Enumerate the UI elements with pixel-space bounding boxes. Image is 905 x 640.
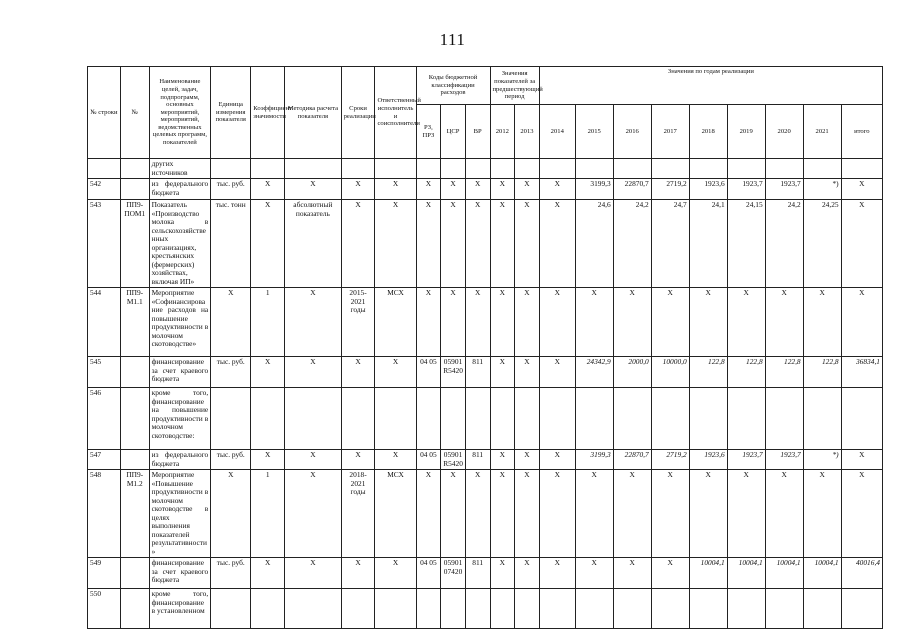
value-2015-cell bbox=[575, 589, 613, 629]
header-year-2020: 2020 bbox=[765, 105, 803, 159]
budget-table-container bbox=[87, 66, 883, 640]
coefficient-cell bbox=[251, 159, 285, 179]
vr-cell bbox=[465, 388, 490, 450]
value-2013-cell: X bbox=[515, 288, 540, 357]
responsible-cell bbox=[375, 388, 416, 450]
value-2013-cell: X bbox=[515, 558, 540, 589]
rz-cell: X bbox=[416, 179, 441, 200]
unit-cell: тыс. руб. bbox=[211, 450, 251, 470]
value-2021-cell: *) bbox=[803, 179, 841, 200]
header-vr: ВР bbox=[465, 105, 490, 159]
header-previous-period: Значения показателей за предшествующий период bbox=[490, 67, 539, 105]
name-cell: Мероприятие «Софинансирование расходов на повышение продуктивности в молочном скотоводстве» bbox=[149, 288, 211, 357]
row-number-cell: 547 bbox=[88, 450, 121, 470]
rz-cell: 04 05 bbox=[416, 450, 441, 470]
table-row bbox=[88, 357, 883, 388]
row-number-cell: 544 bbox=[88, 288, 121, 357]
value-2020-cell: 1923,7 bbox=[765, 450, 803, 470]
vr-cell: X bbox=[465, 200, 490, 288]
header-method: Методика расчета показателя bbox=[285, 67, 341, 159]
value-2019-cell: 122,8 bbox=[727, 357, 765, 388]
row-number-cell: 546 bbox=[88, 388, 121, 450]
method-cell: X bbox=[285, 558, 341, 589]
header-budget-codes: Коды бюджетной классификации расходов bbox=[416, 67, 490, 105]
table-row bbox=[88, 450, 883, 470]
responsible-cell bbox=[375, 589, 416, 629]
terms-cell: X bbox=[341, 179, 375, 200]
responsible-cell: МСХ bbox=[375, 470, 416, 558]
value-2017-cell: X bbox=[651, 288, 689, 357]
table-row bbox=[88, 558, 883, 589]
value-2021-cell: X bbox=[803, 470, 841, 558]
responsible-cell: X bbox=[375, 450, 416, 470]
method-cell: абсолютный показатель bbox=[285, 200, 341, 288]
header-rz: РЗ, ПРЗ bbox=[416, 105, 441, 159]
value-2019-cell bbox=[727, 589, 765, 629]
value-2014-cell bbox=[539, 388, 575, 450]
rz-cell: 04 05 bbox=[416, 357, 441, 388]
header-total: итого bbox=[841, 105, 882, 159]
name-cell: Показатель «Производство молока в сельскохозяйственных организациях, крестьянских (фермерских) хозяйствах, включая ИП» bbox=[149, 200, 211, 288]
header-terms: Сроки реализации bbox=[341, 67, 375, 159]
header-number: № bbox=[120, 67, 149, 159]
unit-cell bbox=[211, 589, 251, 629]
total-cell: X bbox=[841, 179, 882, 200]
value-2020-cell bbox=[765, 589, 803, 629]
value-2017-cell: 24,7 bbox=[651, 200, 689, 288]
rz-cell bbox=[416, 589, 441, 629]
name-cell: финансирование за счет краевого бюджета bbox=[149, 558, 211, 589]
unit-cell bbox=[211, 159, 251, 179]
value-2021-cell: 10004,1 bbox=[803, 558, 841, 589]
value-2012-cell: X bbox=[490, 470, 515, 558]
value-2017-cell: X bbox=[651, 558, 689, 589]
item-code-cell bbox=[120, 558, 149, 589]
value-2018-cell: 1923,6 bbox=[689, 450, 727, 470]
method-cell bbox=[285, 388, 341, 450]
item-code-cell bbox=[120, 388, 149, 450]
value-2017-cell bbox=[651, 159, 689, 179]
coefficient-cell bbox=[251, 589, 285, 629]
value-2012-cell: X bbox=[490, 450, 515, 470]
value-2014-cell: X bbox=[539, 558, 575, 589]
method-cell bbox=[285, 159, 341, 179]
terms-cell: X bbox=[341, 558, 375, 589]
coefficient-cell bbox=[251, 388, 285, 450]
header-year-2017: 2017 bbox=[651, 105, 689, 159]
total-cell: X bbox=[841, 288, 882, 357]
item-code-cell bbox=[120, 179, 149, 200]
header-year-2014: 2014 bbox=[539, 105, 575, 159]
unit-cell: X bbox=[211, 288, 251, 357]
header-responsible: Ответственный исполнитель и соисполнители bbox=[375, 67, 416, 159]
csr-cell: X bbox=[441, 200, 466, 288]
total-cell bbox=[841, 159, 882, 179]
value-2016-cell: X bbox=[613, 470, 651, 558]
value-2012-cell: X bbox=[490, 179, 515, 200]
header-csr: ЦСР bbox=[441, 105, 466, 159]
value-2021-cell bbox=[803, 388, 841, 450]
value-2016-cell bbox=[613, 589, 651, 629]
vr-cell: 811 bbox=[465, 450, 490, 470]
value-2021-cell: *) bbox=[803, 450, 841, 470]
value-2016-cell bbox=[613, 159, 651, 179]
unit-cell: тыс. руб. bbox=[211, 558, 251, 589]
csr-cell: X bbox=[441, 288, 466, 357]
value-2020-cell: 122,8 bbox=[765, 357, 803, 388]
value-2015-cell: X bbox=[575, 470, 613, 558]
vr-cell: X bbox=[465, 288, 490, 357]
vr-cell: 811 bbox=[465, 357, 490, 388]
value-2019-cell bbox=[727, 159, 765, 179]
vr-cell: X bbox=[465, 470, 490, 558]
method-cell: X bbox=[285, 288, 341, 357]
item-code-cell bbox=[120, 589, 149, 629]
item-code-cell: ПП9-ПОМ1 bbox=[120, 200, 149, 288]
row-number-cell bbox=[88, 159, 121, 179]
value-2013-cell: X bbox=[515, 200, 540, 288]
value-2014-cell bbox=[539, 159, 575, 179]
table-row bbox=[88, 179, 883, 200]
csr-cell bbox=[441, 388, 466, 450]
header-year-2019: 2019 bbox=[727, 105, 765, 159]
table-row bbox=[88, 388, 883, 450]
value-2020-cell bbox=[765, 159, 803, 179]
budget-indicators-table bbox=[87, 66, 883, 629]
rz-cell bbox=[416, 159, 441, 179]
name-cell: Мероприятие «Повышение продуктивности в молочном скотоводстве в целях выполнения показателей результативности» bbox=[149, 470, 211, 558]
value-2020-cell: X bbox=[765, 470, 803, 558]
value-2018-cell: X bbox=[689, 288, 727, 357]
header-year-2013: 2013 bbox=[515, 105, 540, 159]
value-2018-cell: X bbox=[689, 470, 727, 558]
rz-cell: 04 05 bbox=[416, 558, 441, 589]
total-cell: X bbox=[841, 200, 882, 288]
terms-cell: 2018-2021 годы bbox=[341, 470, 375, 558]
total-cell bbox=[841, 388, 882, 450]
name-cell: из федерального бюджета bbox=[149, 179, 211, 200]
table-body bbox=[88, 159, 883, 629]
value-2014-cell: X bbox=[539, 179, 575, 200]
value-2019-cell: 1923,7 bbox=[727, 179, 765, 200]
vr-cell bbox=[465, 159, 490, 179]
value-2021-cell: 122,8 bbox=[803, 357, 841, 388]
value-2017-cell: 2719,2 bbox=[651, 450, 689, 470]
header-year-2018: 2018 bbox=[689, 105, 727, 159]
total-cell: X bbox=[841, 450, 882, 470]
table-row bbox=[88, 288, 883, 357]
value-2013-cell: X bbox=[515, 357, 540, 388]
value-2020-cell: 10004,1 bbox=[765, 558, 803, 589]
method-cell: X bbox=[285, 179, 341, 200]
rz-cell bbox=[416, 388, 441, 450]
row-number-cell: 550 bbox=[88, 589, 121, 629]
value-2019-cell: 24,15 bbox=[727, 200, 765, 288]
value-2013-cell: X bbox=[515, 470, 540, 558]
header-name: Наименование целей, задач, подпрограмм, основных мероприятий, мероприятий, ведомственных целевых программ, показателей bbox=[149, 67, 211, 159]
value-2015-cell: 24,6 bbox=[575, 200, 613, 288]
value-2012-cell bbox=[490, 388, 515, 450]
value-2014-cell: X bbox=[539, 357, 575, 388]
coefficient-cell: X bbox=[251, 558, 285, 589]
csr-cell: X bbox=[441, 179, 466, 200]
responsible-cell: X bbox=[375, 200, 416, 288]
value-2015-cell: X bbox=[575, 288, 613, 357]
value-2018-cell: 24,1 bbox=[689, 200, 727, 288]
name-cell: других источников bbox=[149, 159, 211, 179]
value-2015-cell bbox=[575, 388, 613, 450]
csr-cell: X bbox=[441, 470, 466, 558]
name-cell: кроме того, финансирование на повышение продуктивности в молочном скотоводстве: bbox=[149, 388, 211, 450]
value-2017-cell: 2719,2 bbox=[651, 179, 689, 200]
item-code-cell bbox=[120, 450, 149, 470]
page-number: 111 bbox=[439, 30, 466, 49]
header-year-2016: 2016 bbox=[613, 105, 651, 159]
total-cell bbox=[841, 589, 882, 629]
unit-cell: тыс. руб. bbox=[211, 357, 251, 388]
value-2019-cell: X bbox=[727, 288, 765, 357]
value-2016-cell: 2000,0 bbox=[613, 357, 651, 388]
value-2013-cell bbox=[515, 589, 540, 629]
unit-cell: тыс. руб. bbox=[211, 179, 251, 200]
value-2020-cell: 1923,7 bbox=[765, 179, 803, 200]
terms-cell bbox=[341, 388, 375, 450]
value-2019-cell bbox=[727, 388, 765, 450]
value-2019-cell: 1923,7 bbox=[727, 450, 765, 470]
name-cell: финансирование за счет краевого бюджета bbox=[149, 357, 211, 388]
value-2012-cell: X bbox=[490, 200, 515, 288]
method-cell bbox=[285, 589, 341, 629]
value-2012-cell bbox=[490, 159, 515, 179]
coefficient-cell: X bbox=[251, 200, 285, 288]
value-2017-cell: X bbox=[651, 470, 689, 558]
unit-cell: тыс. тонн bbox=[211, 200, 251, 288]
table-row bbox=[88, 159, 883, 179]
value-2016-cell: X bbox=[613, 558, 651, 589]
value-2012-cell: X bbox=[490, 558, 515, 589]
header-year-2012: 2012 bbox=[490, 105, 515, 159]
value-2021-cell bbox=[803, 589, 841, 629]
header-year-2021: 2021 bbox=[803, 105, 841, 159]
unit-cell bbox=[211, 388, 251, 450]
csr-cell bbox=[441, 159, 466, 179]
responsible-cell: X bbox=[375, 179, 416, 200]
rz-cell: X bbox=[416, 470, 441, 558]
value-2013-cell bbox=[515, 388, 540, 450]
value-2018-cell bbox=[689, 159, 727, 179]
responsible-cell: X bbox=[375, 558, 416, 589]
coefficient-cell: X bbox=[251, 357, 285, 388]
row-number-cell: 542 bbox=[88, 179, 121, 200]
value-2018-cell: 1923,6 bbox=[689, 179, 727, 200]
terms-cell bbox=[341, 159, 375, 179]
value-2014-cell: X bbox=[539, 470, 575, 558]
value-2016-cell bbox=[613, 388, 651, 450]
terms-cell: X bbox=[341, 357, 375, 388]
responsible-cell bbox=[375, 159, 416, 179]
header-unit: Единица измерения показателя bbox=[211, 67, 251, 159]
header-coefficient: Коэффициент значимости bbox=[251, 67, 285, 159]
value-2015-cell: X bbox=[575, 558, 613, 589]
value-2021-cell: 24,25 bbox=[803, 200, 841, 288]
value-2013-cell: X bbox=[515, 179, 540, 200]
item-code-cell: ПП9-М1.2 bbox=[120, 470, 149, 558]
terms-cell: 2015-2021 годы bbox=[341, 288, 375, 357]
value-2021-cell: X bbox=[803, 288, 841, 357]
row-number-cell: 548 bbox=[88, 470, 121, 558]
value-2015-cell bbox=[575, 159, 613, 179]
vr-cell bbox=[465, 589, 490, 629]
value-2014-cell: X bbox=[539, 450, 575, 470]
coefficient-cell: X bbox=[251, 179, 285, 200]
table-row bbox=[88, 200, 883, 288]
value-2014-cell: X bbox=[539, 288, 575, 357]
coefficient-cell: X bbox=[251, 450, 285, 470]
value-2013-cell: X bbox=[515, 450, 540, 470]
vr-cell: 811 bbox=[465, 558, 490, 589]
total-cell: 40016,4 bbox=[841, 558, 882, 589]
value-2013-cell bbox=[515, 159, 540, 179]
value-2016-cell: 22870,7 bbox=[613, 450, 651, 470]
table-row bbox=[88, 470, 883, 558]
value-2020-cell bbox=[765, 388, 803, 450]
terms-cell: X bbox=[341, 200, 375, 288]
value-2016-cell: 22870,7 bbox=[613, 179, 651, 200]
name-cell: кроме того, финансирование в установленном bbox=[149, 589, 211, 629]
item-code-cell bbox=[120, 159, 149, 179]
total-cell: X bbox=[841, 470, 882, 558]
value-2020-cell: 24,2 bbox=[765, 200, 803, 288]
value-2012-cell: X bbox=[490, 288, 515, 357]
method-cell: X bbox=[285, 357, 341, 388]
terms-cell: X bbox=[341, 450, 375, 470]
header-row-number: № строки bbox=[88, 67, 121, 159]
csr-cell: 05901 R5420 bbox=[441, 450, 466, 470]
header-year-2015: 2015 bbox=[575, 105, 613, 159]
csr-cell bbox=[441, 589, 466, 629]
name-cell: из федерального бюджета bbox=[149, 450, 211, 470]
value-2015-cell: 3199,3 bbox=[575, 179, 613, 200]
item-code-cell bbox=[120, 357, 149, 388]
value-2014-cell bbox=[539, 589, 575, 629]
value-2012-cell: X bbox=[490, 357, 515, 388]
value-2020-cell: X bbox=[765, 288, 803, 357]
method-cell: X bbox=[285, 450, 341, 470]
table-row bbox=[88, 589, 883, 629]
row-number-cell: 545 bbox=[88, 357, 121, 388]
value-2019-cell: X bbox=[727, 470, 765, 558]
rz-cell: X bbox=[416, 200, 441, 288]
value-2017-cell bbox=[651, 388, 689, 450]
responsible-cell: МСХ bbox=[375, 288, 416, 357]
value-2012-cell bbox=[490, 589, 515, 629]
value-2019-cell: 10004,1 bbox=[727, 558, 765, 589]
total-cell: 36834,1 bbox=[841, 357, 882, 388]
value-2016-cell: X bbox=[613, 288, 651, 357]
value-2014-cell: X bbox=[539, 200, 575, 288]
csr-cell: 05901 07420 bbox=[441, 558, 466, 589]
vr-cell: X bbox=[465, 179, 490, 200]
row-number-cell: 543 bbox=[88, 200, 121, 288]
value-2015-cell: 3199,3 bbox=[575, 450, 613, 470]
terms-cell bbox=[341, 589, 375, 629]
value-2021-cell bbox=[803, 159, 841, 179]
value-2018-cell: 10004,1 bbox=[689, 558, 727, 589]
value-2017-cell bbox=[651, 589, 689, 629]
item-code-cell: ПП9-М1.1 bbox=[120, 288, 149, 357]
value-2017-cell: 10000,0 bbox=[651, 357, 689, 388]
value-2018-cell: 122,8 bbox=[689, 357, 727, 388]
method-cell: X bbox=[285, 470, 341, 558]
unit-cell: X bbox=[211, 470, 251, 558]
value-2018-cell bbox=[689, 589, 727, 629]
value-2015-cell: 24342,9 bbox=[575, 357, 613, 388]
csr-cell: 05901 R5420 bbox=[441, 357, 466, 388]
responsible-cell: X bbox=[375, 357, 416, 388]
coefficient-cell: 1 bbox=[251, 288, 285, 357]
header-years-group: Значения по годам реализации bbox=[539, 67, 882, 105]
coefficient-cell: 1 bbox=[251, 470, 285, 558]
rz-cell: X bbox=[416, 288, 441, 357]
value-2018-cell bbox=[689, 388, 727, 450]
row-number-cell: 549 bbox=[88, 558, 121, 589]
value-2016-cell: 24,2 bbox=[613, 200, 651, 288]
